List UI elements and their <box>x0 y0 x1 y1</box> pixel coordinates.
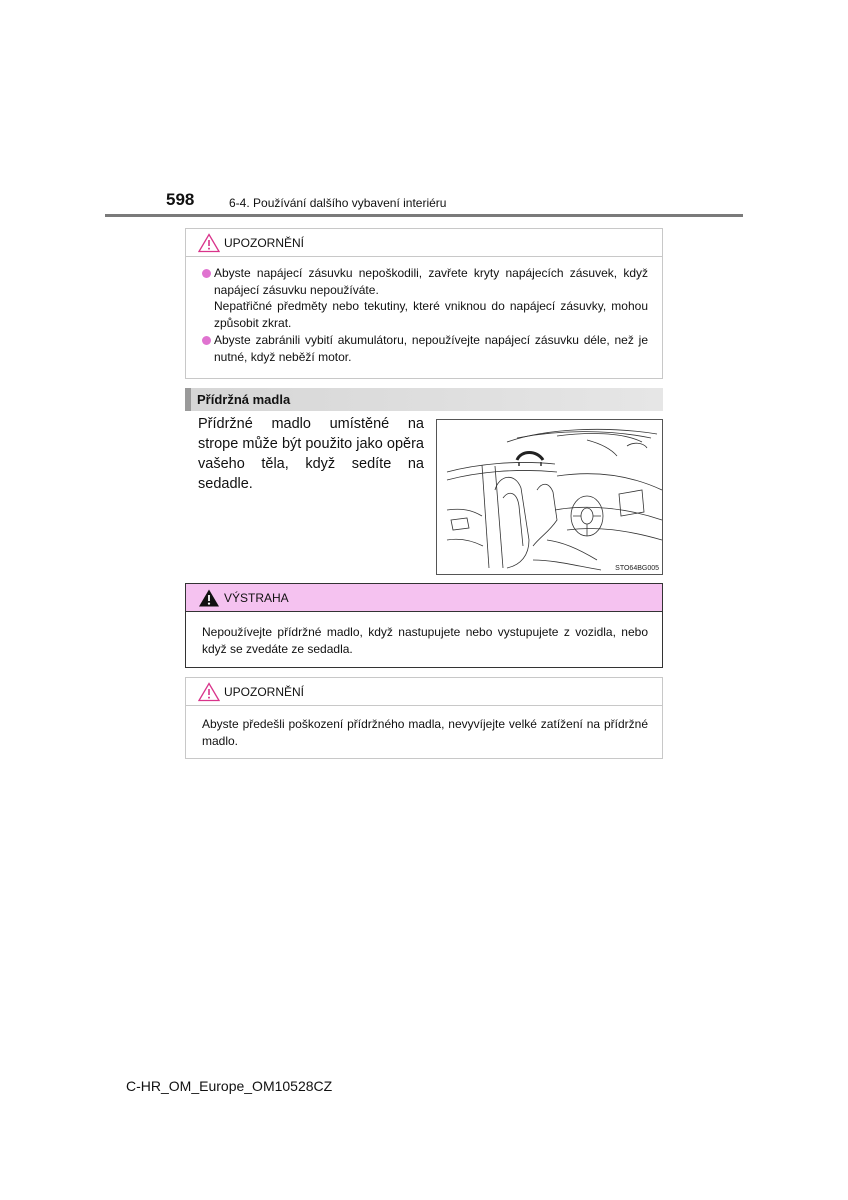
caution-body <box>186 257 662 365</box>
caution-triangle-icon <box>198 233 220 253</box>
car-interior-illustration <box>437 420 664 576</box>
caution-box-header <box>186 678 662 706</box>
caution-box-header <box>186 229 662 257</box>
caution-body: Abyste předešli poškození přídržného madla, nevyvíjejte velké zatížení na přídržné madlo. <box>202 717 648 748</box>
section-heading: Přídržná madla <box>185 388 663 411</box>
caution-bullet-text: Nepatřičné předměty nebo tekutiny, které vniknou do napájecí zásuvky, mohou způsobit zkrat. <box>214 299 648 330</box>
document-id: C-HR_OM_Europe_OM10528CZ <box>126 1078 333 1094</box>
caution-title: UPOZORNĚNÍ <box>224 684 305 699</box>
caution-title: UPOZORNĚNÍ <box>224 235 305 250</box>
caution-bullet <box>202 265 648 331</box>
bullet-dot-icon <box>202 336 211 345</box>
section-title: 6-4. Používání dalšího vybavení interiéru <box>229 196 447 210</box>
caution-box-power-outlet <box>185 228 663 379</box>
section-body-text: Přídržné madlo umístěné na strope může být použito jako opěra vašeho těla, když sedíte na sedadle. <box>198 416 424 492</box>
bullet-dot-icon <box>202 269 211 278</box>
caution-box-assist-grip <box>185 677 663 759</box>
warning-box-header <box>186 584 662 612</box>
caution-bullet-text: Abyste zabránili vybití akumulátoru, nepoužívejte napájecí zásuvku déle, než je nutné, když neběží motor. <box>214 333 648 364</box>
assist-grip-illustration <box>436 419 663 575</box>
caution-bullet-text: Abyste napájecí zásuvku nepoškodili, zavřete kryty napájecích zásuvek, když napájecí zásuvku nepoužíváte. <box>214 266 648 297</box>
figure-code: STO64BG005 <box>615 565 659 572</box>
warning-triangle-icon <box>198 588 220 608</box>
page-number: 598 <box>166 190 195 209</box>
header-rule <box>105 214 743 217</box>
warning-body: Nepoužívejte přídržné madlo, když nastupujete nebo vystupujete z vozidla, nebo když se zvedáte ze sedadla. <box>202 625 648 656</box>
caution-triangle-icon <box>198 682 220 702</box>
caution-bullet <box>202 332 648 365</box>
warning-title: VÝSTRAHA <box>224 590 289 605</box>
warning-box-assist-grip <box>185 583 663 668</box>
